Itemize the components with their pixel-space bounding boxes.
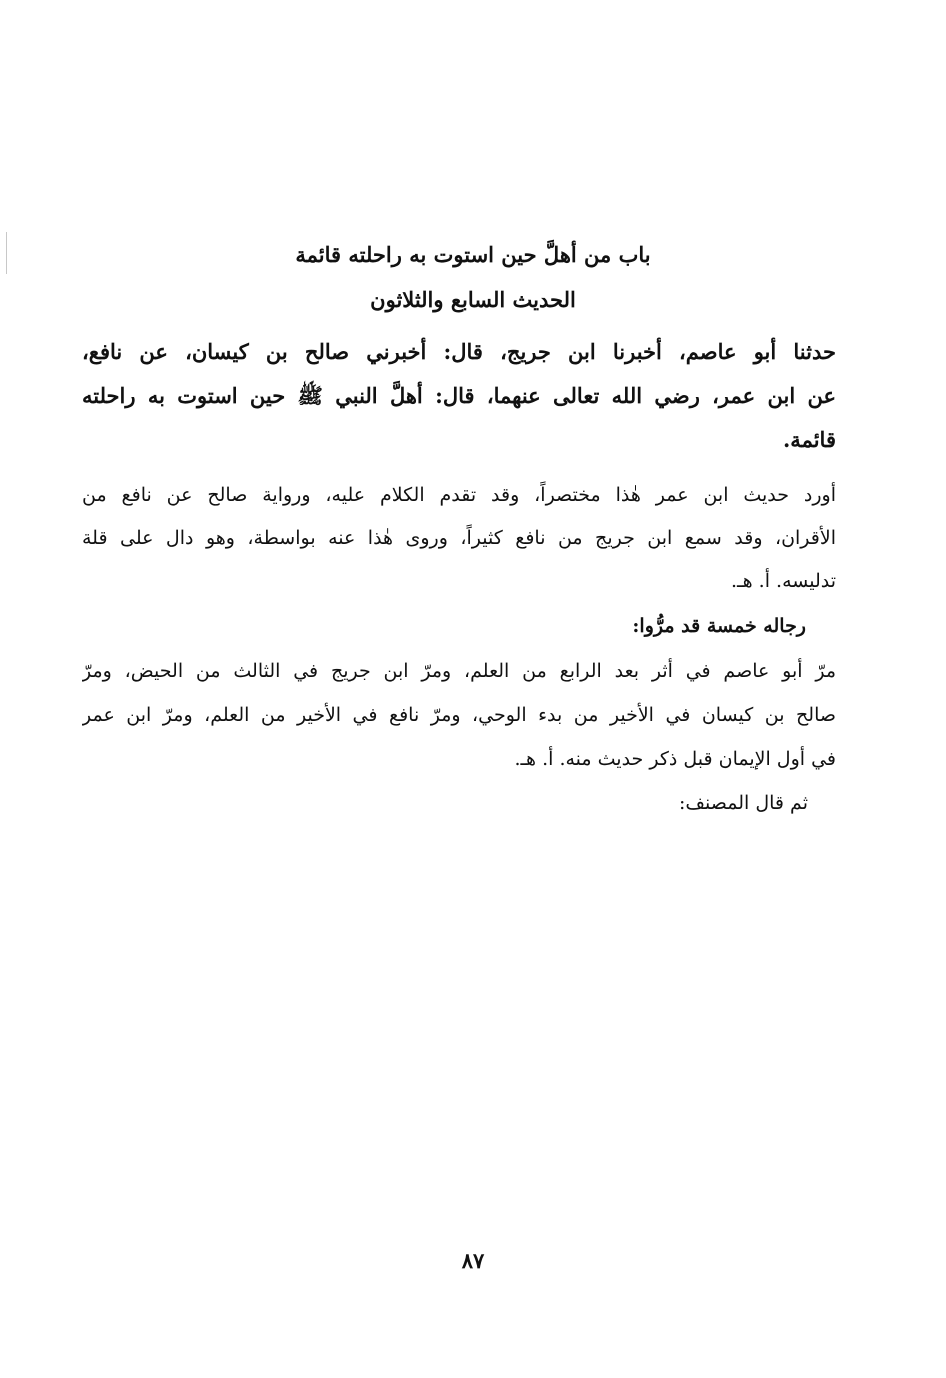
page-number: ٨٧	[461, 1248, 485, 1273]
scan-edge-mark	[6, 232, 7, 274]
narrators-line: في أول الإيمان قبل ذكر حديث منه. أ. هـ.	[514, 748, 836, 770]
narrators-line: مرّ أبو عاصم في أثر بعد الرابع من العلم، ومرّ ابن جريج في الثالث من الحيض، ومرّ	[82, 660, 836, 682]
narrators-heading: رجاله خمسة قد مرُّوا:	[632, 615, 806, 637]
commentary-line: الأقران، وقد سمع ابن جريج من نافع كثيراً، وروى هٰذا عنه بواسطة، وهو دال على قلة	[82, 527, 836, 549]
hadith-text-line: عن ابن عمر، رضي الله تعالى عنهما، قال: أهلَّ النبي ﷺ حين استوت به راحلته	[82, 383, 836, 408]
hadith-text-line: حدثنا أبو عاصم، أخبرنا ابن جريج، قال: أخبرني صالح بن كيسان، عن نافع،	[82, 339, 836, 364]
closing-line: ثم قال المصنف:	[678, 792, 808, 814]
narrators-line: صالح بن كيسان في الأخير من بدء الوحي، ومرّ نافع في الأخير من العلم، ومرّ ابن عمر	[82, 704, 836, 726]
hadith-number-heading: الحديث السابع والثلاثون	[370, 287, 576, 312]
hadith-text-line: قائمة.	[783, 427, 836, 452]
commentary-line: أورد حديث ابن عمر هٰذا مختصراً، وقد تقدم الكلام عليه، ورواية صالح عن نافع من	[82, 484, 836, 506]
chapter-heading: باب من أهلَّ حين استوت به راحلته قائمة	[295, 242, 651, 267]
commentary-line: تدليسه. أ. هـ.	[731, 570, 836, 592]
